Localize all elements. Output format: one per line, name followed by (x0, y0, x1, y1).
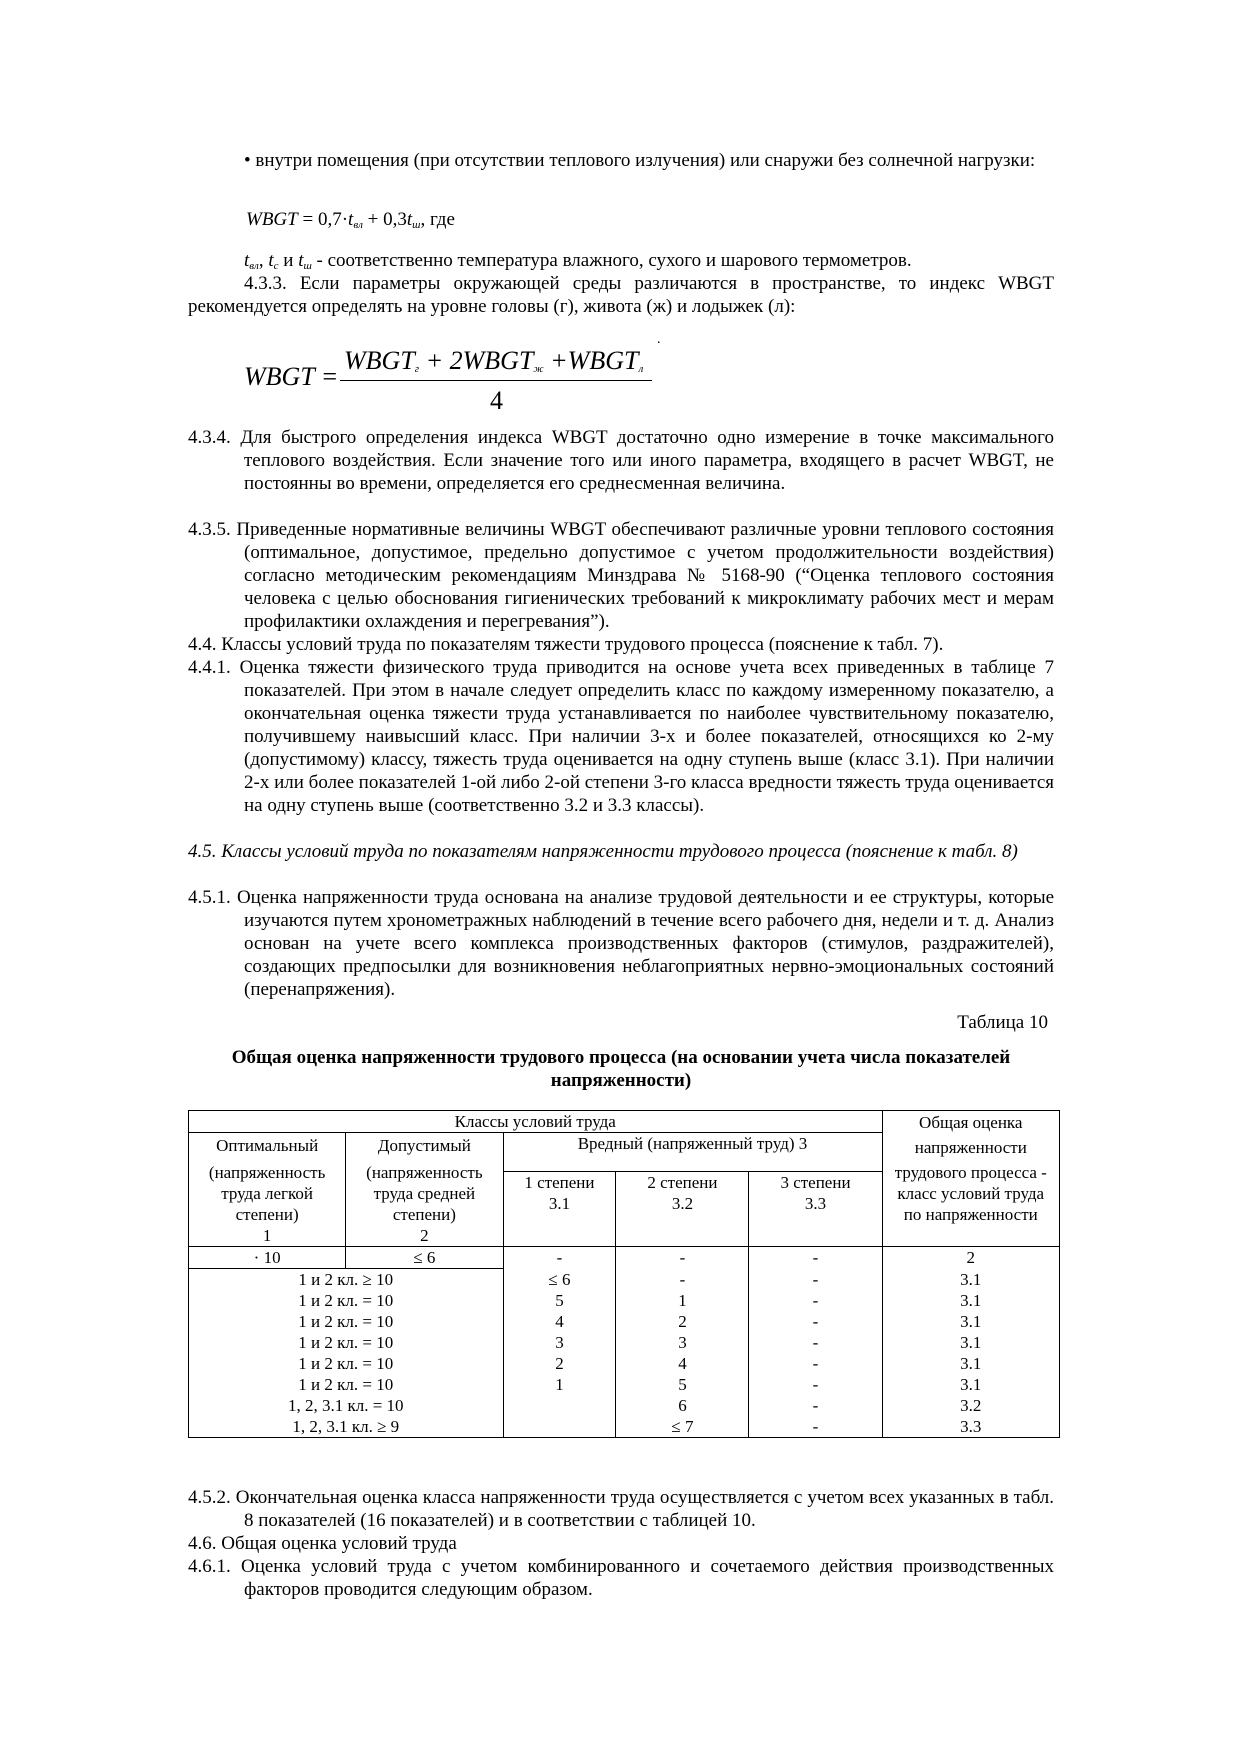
cell: 1 (503, 1374, 616, 1395)
header-optimal: Оптимальный (напряженность труда легкой степени) 1 (189, 1133, 346, 1247)
cell: 5 (503, 1290, 616, 1311)
cell: 4 (503, 1311, 616, 1332)
cell: 1 и 2 кл. = 10 (189, 1290, 504, 1311)
header-overall: Общая оценка напряженности трудового процесса - класс условий труда по напряженности (882, 1111, 1059, 1247)
cell: - (749, 1290, 882, 1311)
table-row (189, 1311, 1060, 1332)
item-4-3-5: 4.3.5. Приведенные нормативные величины WBGT обеспечивают различные уровни теплового состояния (оптимальное, допустимое, предельно допустимое с учетом продолжительности воздействия) согласно методическим рекомендациям Минздрава № 5168-90 (“Оценка теплового состояния человека с целью обоснования гигиенических требований к микроклимату рабочих мест и мерам профилактики охлаждения и перегревания”). (188, 519, 1055, 632)
item-4-6: 4.6. Общая оценка условий труда (188, 1533, 457, 1554)
item-4-5-1: 4.5.1. Оценка напряженности труда основана на анализе трудовой деятельности и ее структуры, которые изучаются путем хронометражных наблюдений в течение всего рабочего дня, недели и т. д. Анализ основан на учете всего комплекса производственных факторов (стимулов, раздражителей), создающих предпосылки для возникновения неблагоприятных нервно-эмоциональных состояний (перенапряжения). (188, 887, 1055, 1000)
cell: 3.1 (882, 1374, 1059, 1395)
cell: 1, 2, 3.1 кл. = 10 (189, 1395, 504, 1416)
formula-wbgt-lhs: WBGT = (244, 362, 339, 391)
table-row (189, 1247, 1060, 1269)
item-4-5: 4.5. Классы условий труда по показателям напряженности трудового процесса (пояснение к табл. 8) (188, 841, 1018, 862)
paragraph-4-3-3: 4.3.3. Если параметры окружающей среды различаются в пространстве, то индекс WBGT рекомендуется определять на уровне головы (г), живота (ж) и лодыжек (л): (188, 273, 1054, 317)
table-row (189, 1269, 1060, 1291)
item-4-4-1: 4.4.1. Оценка тяжести физического труда приводится на основе учета всех приведенных в таблице 7 показателей. При этом в начале следует определить класс по каждому измеренному показателю, а окончательная оценка тяжести труда устанавливается по наиболее чувствительному показателю, получившему наивысший класс. При наличии 3-х и более показателей, относящихся ко 2-му (допустимому) классу, тяжесть труда оценивается на одну ступень выше (класс 3.1). При наличии 2-х или более показателей 1-ой либо 2-ой степени 3-го класса вредности тяжесть труда оценивается на одну ступень выше (соответственно 3.2 и 3.3 классы). (188, 657, 1055, 816)
cell: - (616, 1269, 749, 1291)
cell: 1, 2, 3.1 кл. ≥ 9 (189, 1416, 504, 1438)
table-row (189, 1353, 1060, 1374)
cell: 3.1 (882, 1311, 1059, 1332)
table-row (189, 1374, 1060, 1395)
cell: 2 (616, 1311, 749, 1332)
table-row (189, 1332, 1060, 1353)
cell: 5 (616, 1374, 749, 1395)
cell: - (749, 1311, 882, 1332)
cell: 2 (503, 1353, 616, 1374)
cell: ≤ 6 (346, 1247, 503, 1269)
formula-wbgt-simple: WBGT = $0,7\cdot t_{вл} + 0,3t_ш$, где (246, 209, 455, 231)
cell: - (749, 1416, 882, 1438)
cell (503, 1416, 616, 1438)
header-classes: Классы условий труда (189, 1111, 883, 1133)
cell: 3.2 (882, 1395, 1059, 1416)
cell: 3 (616, 1332, 749, 1353)
cell: 1 и 2 кл. = 10 (189, 1311, 504, 1332)
table-row (189, 1290, 1060, 1311)
cell: 3.3 (882, 1416, 1059, 1438)
fraction-bar (340, 380, 652, 381)
cell: - (749, 1395, 882, 1416)
cell: · 10 (189, 1247, 346, 1269)
cell: - (749, 1269, 882, 1291)
cell: 3.1 (882, 1269, 1059, 1291)
cell: 2 (882, 1247, 1059, 1269)
cell: 1 и 2 кл. = 10 (189, 1332, 504, 1353)
item-4-5-2: 4.5.2. Окончательная оценка класса напряженности труда осуществляется с учетом всех указанных в табл. 8 показателей (16 показателей) и в соответствии с таблицей 10. (188, 1487, 1054, 1531)
cell: - (503, 1247, 616, 1269)
cell: ≤ 7 (616, 1416, 749, 1438)
table-10 (188, 1110, 1060, 1438)
formula-wbgt-numerator: $WBGT_г$ + $2WBGT_ж$ $+WBGT_л$ (344, 346, 644, 375)
formula-wbgt-denominator: 4 (490, 386, 503, 415)
cell: 3.1 (882, 1290, 1059, 1311)
cell: ≤ 6 (503, 1269, 616, 1291)
table-label: Таблица 10 (957, 1012, 1048, 1033)
item-4-3-4: 4.3.4. Для быстрого определения индекса WBGT достаточно одно измерение в точке максимального теплового воздействия. Если значение того или иного параметра, входящего в расчет WBGT, не постоянны во времени, определяется его среднесменная величина. (188, 427, 1054, 494)
cell: 3.1 (882, 1332, 1059, 1353)
cell: 3.1 (882, 1353, 1059, 1374)
header-degree-1: 1 степени 3.1 (503, 1171, 616, 1246)
header-permissible: Допустимый (напряженность труда средней степени) 2 (346, 1133, 503, 1247)
formula-legend: $t_{вл}$, $t_с$ и $t_ш$ - соответственно температура влажного, сухого и шарового термометров. (244, 250, 912, 272)
cell: - (616, 1247, 749, 1269)
bullet-paragraph: • внутри помещения (при отсутствии теплового излучения) или снаружи без солнечной нагрузки: (244, 150, 1036, 171)
formula-dot: . (657, 332, 661, 347)
cell: 1 (616, 1290, 749, 1311)
cell: - (749, 1332, 882, 1353)
header-degree-3: 3 степени 3.3 (749, 1171, 882, 1246)
cell: - (749, 1374, 882, 1395)
item-4-4: 4.4. Классы условий труда по показателям тяжести трудового процесса (пояснение к табл. 7). (188, 634, 944, 655)
cell: - (749, 1353, 882, 1374)
cell: 1 и 2 кл. = 10 (189, 1353, 504, 1374)
cell: 3 (503, 1332, 616, 1353)
cell (503, 1395, 616, 1416)
header-degree-2: 2 степени 3.2 (616, 1171, 749, 1246)
table-title: Общая оценка напряженности трудового процесса (на основании учета числа показателей напряженности) (231, 1047, 1011, 1091)
header-harmful: Вредный (напряженный труд) 3 (503, 1133, 882, 1172)
cell: - (749, 1247, 882, 1269)
cell: 1 и 2 кл. = 10 (189, 1374, 504, 1395)
cell: 6 (616, 1395, 749, 1416)
cell: 4 (616, 1353, 749, 1374)
cell: 1 и 2 кл. ≥ 10 (189, 1269, 504, 1291)
item-4-6-1: 4.6.1. Оценка условий труда с учетом комбинированного и сочетаемого действия производственных факторов проводится следующим образом. (188, 1556, 1055, 1600)
table-row (189, 1395, 1060, 1416)
table-row (189, 1416, 1060, 1438)
